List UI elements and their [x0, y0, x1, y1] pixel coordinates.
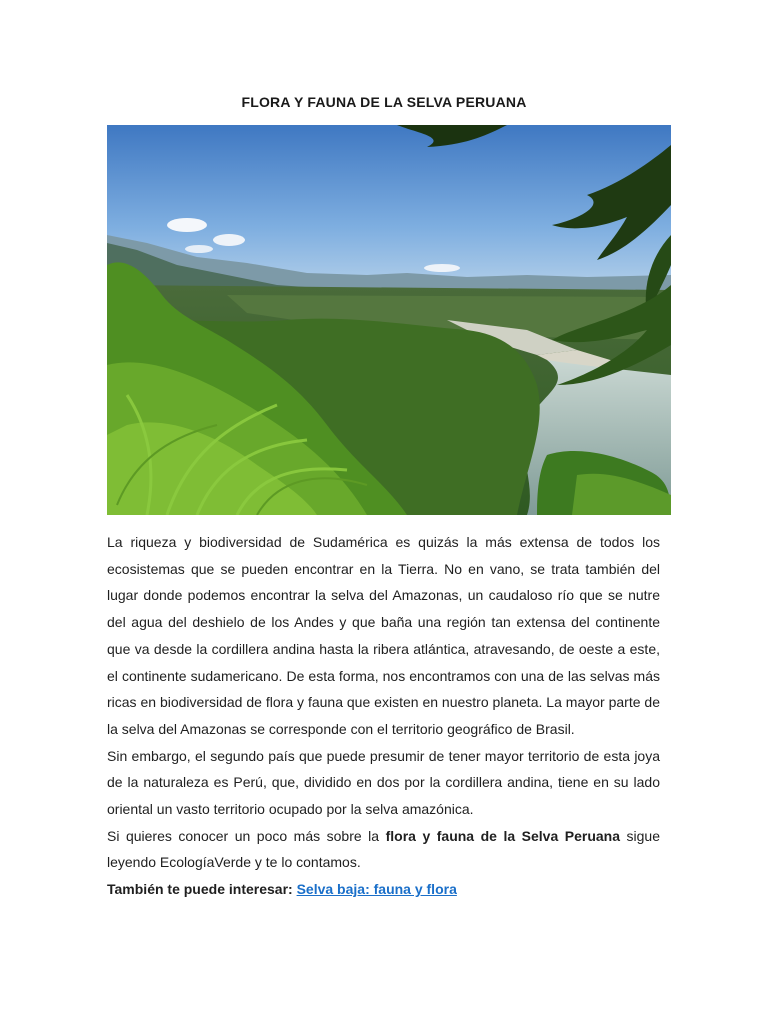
document-title: FLORA Y FAUNA DE LA SELVA PERUANA — [241, 94, 527, 110]
related-label: También te puede interesar: — [107, 881, 297, 898]
paragraph-invite-bold: flora y fauna de la Selva Peruana — [385, 827, 620, 844]
rainforest-photo — [107, 125, 671, 515]
related-article-link[interactable]: Selva baja: fauna y flora — [296, 881, 457, 898]
paragraph-invite-start: Si quieres conocer un poco más sobre la — [107, 827, 386, 844]
paragraph-invite — [107, 823, 660, 876]
article-body — [107, 529, 660, 903]
paragraph-peru: Sin embargo, el segundo país que puede presumir de tener mayor territorio de esta joya de la naturaleza es Perú, que, dividido en dos por la cordillera andina, tiene en su lado oriental un vasto territorio ocupado por la selva amazónica. — [107, 747, 660, 818]
related-article — [107, 876, 660, 903]
paragraph-invite-end: sigue leyendo EcologíaVerde y te lo contamos. — [107, 827, 660, 871]
paragraph-intro: La riqueza y biodiversidad de Sudamérica es quizás la más extensa de todos los ecosistemas que se pueden encontrar en la Tierra. No en vano, se trata también del lugar donde podemos encontrar la selva del Amazonas, un caudaloso río que se nutre del agua del deshielo de los Andes y que baña una región tan extensa del continente que va desde la cordillera andina hasta la ribera atlántica, atravesando, de oeste a este, el continente sudamericano. De esta forma, nos encontramos con una de las selvas más ricas en biodiversidad de flora y fauna que existen en nuestro planeta. La mayor parte de la selva del Amazonas se corresponde con el territorio geográfico de Brasil. — [107, 534, 660, 737]
